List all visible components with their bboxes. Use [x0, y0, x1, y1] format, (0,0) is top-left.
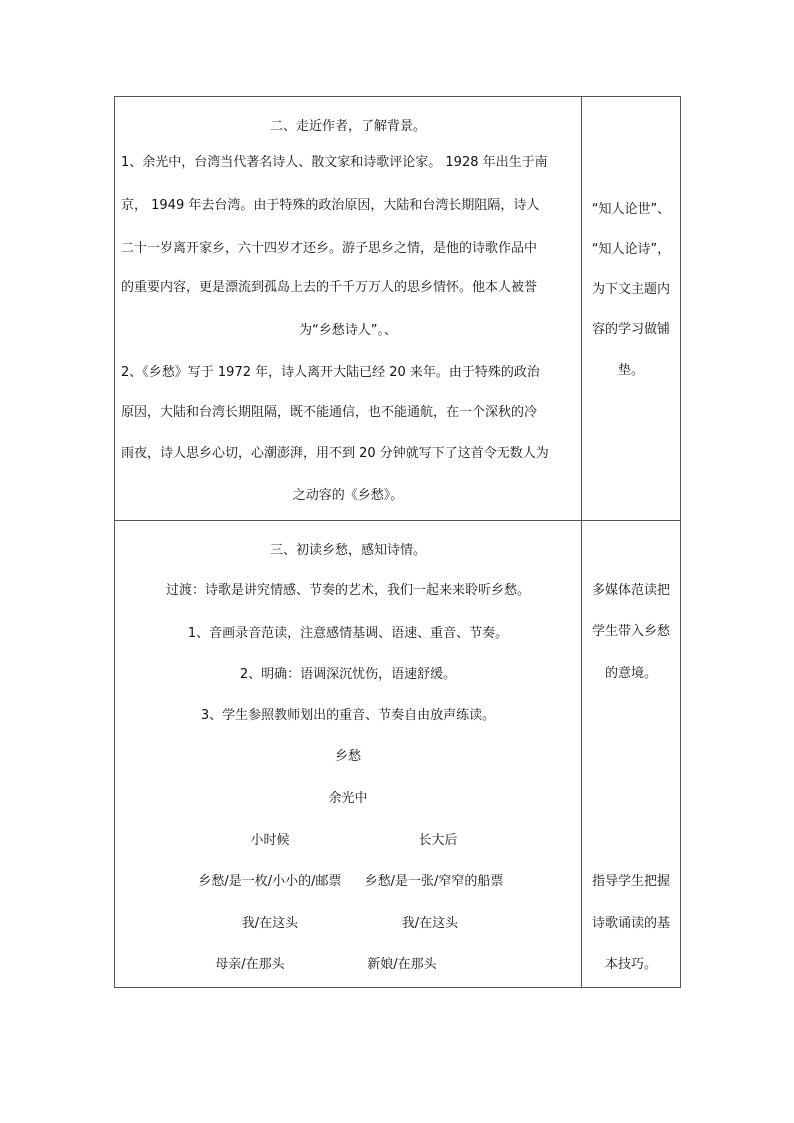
note-line: 容的学习做铺	[591, 322, 670, 337]
author-para-line: 的重要内容，更是漂流到孤岛上去的千千万万人的思乡情怀。他本人被誉	[121, 280, 538, 295]
poem-background-line: 之动容的《乡愁》。	[292, 488, 404, 503]
note-line: 为下文主题内	[591, 282, 670, 297]
section3-heading: 三、初读乡愁，感知诗情。	[269, 543, 426, 559]
poem-left-line: 我/在这头	[241, 916, 299, 932]
note-line: 诗歌诵读的基	[591, 916, 670, 932]
lesson-plan-table	[114, 96, 681, 988]
poem-right-line: 我/在这头	[401, 916, 459, 932]
note-line: 垫。	[617, 363, 644, 378]
section2-note-cell	[582, 97, 681, 521]
note-line: 本技巧。	[604, 957, 657, 973]
poem-background-line: 原因，大陆和台湾长期阻隔，既不能通信，也不能通航，在一个深秋的冷	[121, 405, 538, 420]
author-para-line: 1、余光中，台湾当代著名诗人、散文家和诗歌评论家。 1928 年出生于南	[121, 155, 548, 170]
poem-background-line: 2、《乡愁》写于 1972 年，诗人离开大陆已经 20 来年。由于特殊的政治	[121, 365, 540, 380]
poem-right-line: 新娘/在那头	[367, 957, 437, 973]
note-line: “知人论世”、	[591, 202, 671, 217]
poem-title: 乡愁	[334, 749, 361, 765]
note-line: 的意境。	[604, 666, 657, 682]
poem-background-line: 雨夜，诗人思乡心切，心潮澎湃，用不到 20 分钟就写下了这首令无数人为	[121, 446, 549, 461]
poem-author: 余光中	[328, 791, 368, 807]
author-para-line: 为“乡愁诗人”。、	[299, 323, 397, 338]
author-para-line: 二十一岁离开家乡，六十四岁才还乡。游子思乡之情，是他的诗歌作品中	[121, 241, 538, 256]
poem-right-line: 长大后	[418, 833, 458, 849]
note-line: “知人论诗”，	[591, 242, 671, 257]
poem-left-line: 小时候	[250, 833, 290, 849]
section3-note-cell	[582, 521, 681, 988]
section2-cell	[115, 97, 582, 521]
section2-heading: 二、走近作者，了解背景。	[269, 119, 426, 134]
transition-text: 过渡：诗歌是讲究情感、节奏的艺术，我们一起来来聆听乡愁。	[165, 583, 530, 599]
poem-left-line: 母亲/在那头	[215, 957, 285, 973]
poem-right-line: 乡愁/是一张/窄窄的船票	[364, 874, 504, 890]
author-para-line: 京， 1949 年去台湾。由于特殊的政治原因，大陆和台湾长期阻隔，诗人	[121, 198, 540, 213]
step-line: 1、音画录音范读，注意感情基调、语速、重音、节奏。	[187, 626, 509, 642]
step-line: 2、明确：语调深沉忧伤，语速舒缓。	[239, 667, 457, 683]
step-line: 3、学生参照教师划出的重音、节奏自由放声练读。	[200, 708, 496, 724]
poem-left-line: 乡愁/是一枚/小小的/邮票	[198, 874, 342, 890]
section3-cell	[115, 521, 582, 988]
note-line: 学生带入乡愁	[591, 624, 670, 640]
note-line: 多媒体范读把	[591, 583, 670, 599]
note-line: 指导学生把握	[591, 874, 670, 890]
